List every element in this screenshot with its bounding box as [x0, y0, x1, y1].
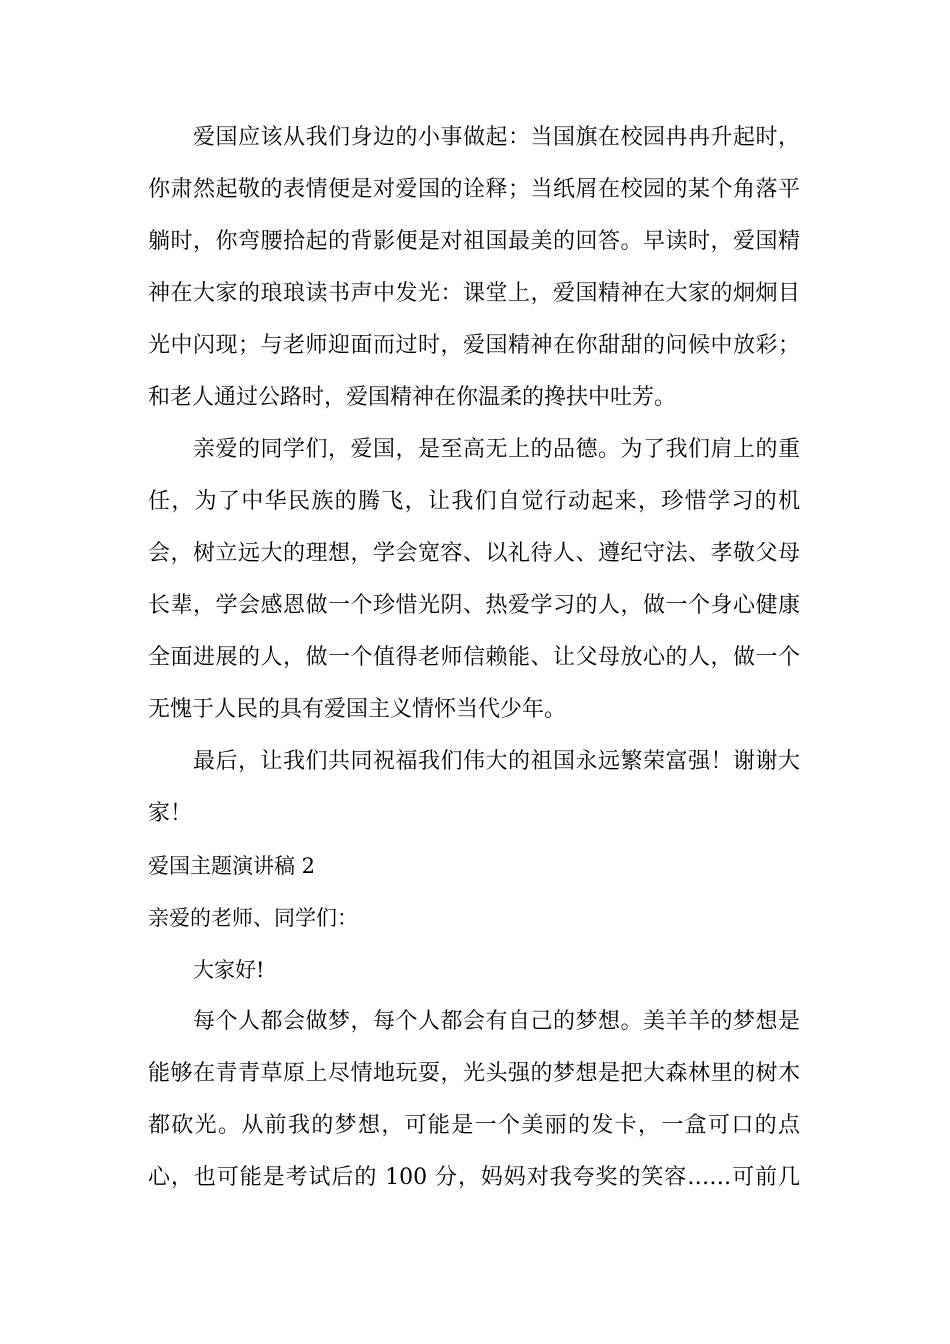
text-line: 无愧于人民的具有爱国主义情怀当代少年。	[148, 697, 567, 722]
text-line: 和老人通过公路时，爱国精神在你温柔的搀扶中吐芳。	[148, 385, 677, 410]
section-title: 爱国主题演讲稿 2	[148, 854, 316, 878]
text-line: 都砍光。从前我的梦想，可能是一个美丽的发卡，一盒可口的点	[148, 1113, 800, 1138]
salutation: 亲爱的老师、同学们：	[148, 906, 358, 930]
text-line: 光中闪现；与老师迎面而过时，爱国精神在你甜甜的问候中放彩；	[148, 333, 800, 358]
paragraph	[148, 424, 800, 736]
text-line: 躺时，你弯腰拾起的背影便是对祖国最美的回答。早读时，爱国精	[148, 229, 800, 254]
document-body	[148, 112, 800, 1204]
greeting: 大家好!	[193, 958, 265, 982]
paragraph	[148, 112, 800, 424]
text-line: 亲爱的同学们，爱国，是至高无上的品德。为了我们肩上的重	[193, 437, 800, 462]
text-line: 神在大家的琅琅读书声中发光：课堂上，爱国精神在大家的炯炯目	[148, 281, 800, 306]
text-line: 任，为了中华民族的腾飞，让我们自觉行动起来，珍惜学习的机	[148, 489, 800, 514]
text-line: 你肃然起敬的表情便是对爱国的诠释；当纸屑在校园的某个角落平	[148, 177, 800, 202]
paragraph	[148, 996, 800, 1204]
text-line: 爱国应该从我们身边的小事做起：当国旗在校园冉冉升起时，	[193, 125, 800, 150]
text-line: 全面进展的人，做一个值得老师信赖能、让父母放心的人，做一个	[148, 645, 800, 670]
paragraph	[148, 736, 800, 840]
text-line: 能够在青青草原上尽情地玩耍，光头强的梦想是把大森林里的树木	[148, 1061, 800, 1086]
text-line: 最后，让我们共同祝福我们伟大的祖国永远繁荣富强！谢谢大	[193, 749, 800, 774]
text-line: 会，树立远大的理想，学会宽容、以礼待人、遵纪守法、孝敬父母	[148, 541, 800, 566]
text-line: 家！	[148, 801, 193, 826]
text-line: 心，也可能是考试后的 100 分，妈妈对我夸奖的笑容……可前几	[148, 1165, 800, 1190]
text-line: 每个人都会做梦，每个人都会有自己的梦想。美羊羊的梦想是	[193, 1009, 800, 1034]
text-line: 长辈，学会感恩做一个珍惜光阴、热爱学习的人，做一个身心健康	[148, 593, 800, 618]
